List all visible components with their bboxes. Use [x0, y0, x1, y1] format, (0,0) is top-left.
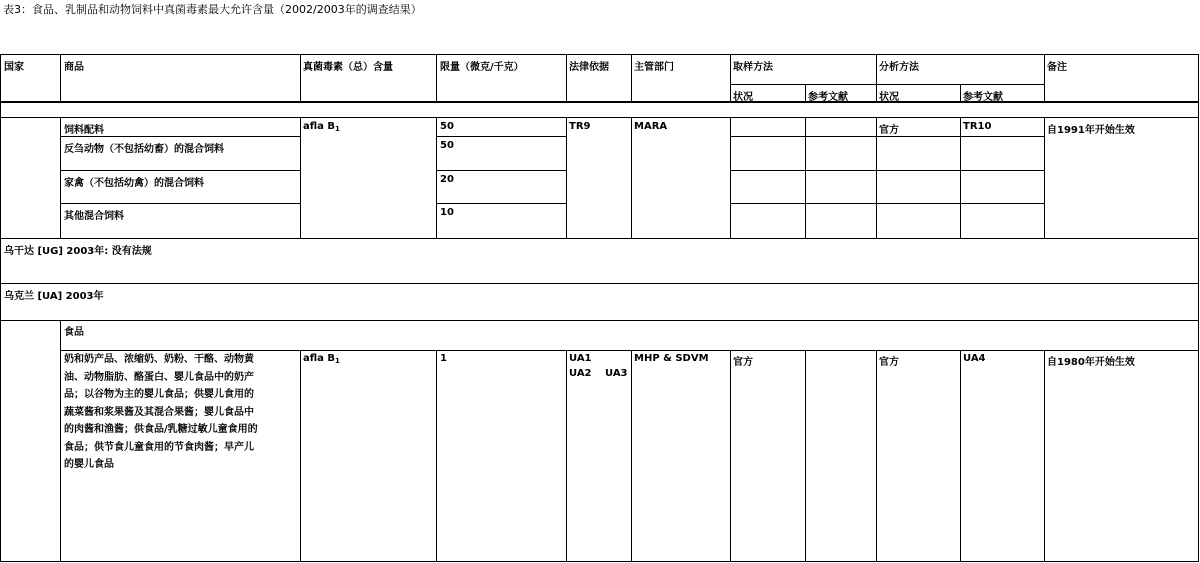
grid-line [436, 350, 437, 561]
feed-remarks: 自1991年开始生效 [1047, 125, 1135, 136]
grid-line [730, 350, 731, 561]
grid-line [876, 54, 877, 102]
grid-line [631, 54, 632, 102]
food-legal-basis-2: UA2 [569, 368, 592, 379]
grid-line [60, 203, 300, 204]
feed-product: 反刍动物（不包括幼畜）的混合饲料 [64, 144, 224, 155]
header-remarks: 备注 [1047, 62, 1067, 73]
food-analysis-status: 官方 [879, 357, 899, 368]
grid-line [436, 117, 437, 238]
feed-product: 其他混合饲料 [64, 211, 124, 222]
grid-line [730, 203, 1044, 204]
header-analysis: 分析方法 [879, 62, 919, 73]
feed-legal-basis: TR9 [569, 121, 591, 132]
feed-authority: MARA [634, 121, 668, 132]
food-remarks: 自1980年开始生效 [1047, 357, 1135, 368]
grid-line [436, 54, 437, 102]
header-sampling: 取样方法 [733, 62, 773, 73]
grid-line [436, 170, 566, 171]
grid-line [876, 350, 877, 561]
grid-line [300, 350, 301, 561]
grid-line [730, 136, 1044, 137]
grid-line [0, 54, 1199, 55]
feed-mycotoxin: afla $B_1$ [303, 121, 340, 133]
grid-line [0, 320, 1199, 321]
table-caption: 表3：食品、乳制品和动物饲料中真菌毒素最大允许含量（2002/2003年的调查结果） [3, 3, 422, 16]
food-sampling-status: 官方 [733, 357, 753, 368]
grid-line [960, 84, 961, 102]
food-legal-basis-3: UA3 [605, 368, 628, 379]
grid-line [300, 54, 301, 102]
header-product: 商品 [64, 62, 84, 73]
grid-line [805, 117, 806, 238]
food-section-label: 食品 [64, 327, 84, 338]
grid-line [960, 350, 961, 561]
feed-limit: 20 [440, 174, 454, 185]
grid-line [300, 117, 301, 238]
grid-line [0, 561, 1199, 562]
grid-line [0, 283, 1199, 284]
header-limit: 限量（微克/千克） [440, 62, 524, 73]
grid-line [805, 84, 806, 102]
header-authority: 主管部门 [634, 62, 674, 73]
food-mycotoxin: afla $B_1$ [303, 353, 340, 365]
grid-line [1044, 117, 1045, 238]
feed-limit: 50 [440, 140, 454, 151]
food-analysis-reference: UA4 [963, 353, 986, 364]
grid-line [60, 54, 61, 102]
grid-line [566, 350, 567, 561]
grid-line [1198, 54, 1199, 562]
grid-line [876, 117, 877, 238]
grid-line [730, 54, 731, 102]
header-analysis-status: 状况 [879, 92, 899, 103]
feed-limit: 10 [440, 207, 454, 218]
grid-line [436, 136, 566, 137]
header-country: 国家 [4, 62, 24, 73]
food-limit: 1 [440, 353, 447, 364]
grid-line [631, 117, 632, 238]
grid-line [60, 117, 61, 238]
header-legal-basis: 法律依据 [569, 62, 609, 73]
grid-line [730, 170, 1044, 171]
grid-line [730, 117, 731, 238]
header-analysis-reference: 参考文献 [963, 92, 1003, 103]
feed-product: 饲料配料 [64, 125, 104, 136]
feed-limit: 50 [440, 121, 454, 132]
feed-analysis-status: 官方 [879, 125, 899, 136]
grid-line [631, 350, 632, 561]
grid-line [566, 117, 567, 238]
feed-product: 家禽（不包括幼禽）的混合饲料 [64, 178, 204, 189]
header-sampling-status: 状况 [733, 92, 753, 103]
grid-line [60, 320, 61, 561]
grid-line [60, 170, 300, 171]
header-sampling-reference: 参考文献 [808, 92, 848, 103]
country-row-uganda: 乌干达 [UG] 2003年: 没有法规 [4, 246, 152, 257]
grid-line [1044, 350, 1045, 561]
header-mycotoxin: 真菌毒素（总）含量 [303, 62, 393, 73]
food-product: 奶和奶产品、浓缩奶、奶粉、干酪、动物黄 油、动物脂肪、酪蛋白、婴儿食品中的奶产 品；以谷物为主的婴儿食品；供婴儿食用的 蔬菜酱和浆果酱及其混合果酱；婴儿食品中 的肉酱和渔酱；供食品/乳糖过敏儿童食用的 食品；供节食儿童食用的节食肉酱；早产儿 的婴儿食品 [64, 354, 258, 470]
grid-line [1044, 54, 1045, 102]
grid-line [60, 136, 300, 137]
grid-line [805, 350, 806, 561]
grid-line [0, 101, 1199, 103]
country-row-ukraine: 乌克兰 [UA] 2003年 [4, 291, 104, 302]
grid-line [730, 84, 1044, 85]
grid-line [566, 54, 567, 102]
food-authority: MHP & SDVM [634, 353, 709, 364]
feed-analysis-reference: TR10 [963, 121, 992, 132]
grid-line [0, 54, 1, 562]
grid-line [0, 238, 1199, 239]
grid-line [960, 117, 961, 238]
grid-line [0, 117, 1199, 118]
food-legal-basis-1: UA1 [569, 353, 592, 364]
grid-line [436, 203, 566, 204]
